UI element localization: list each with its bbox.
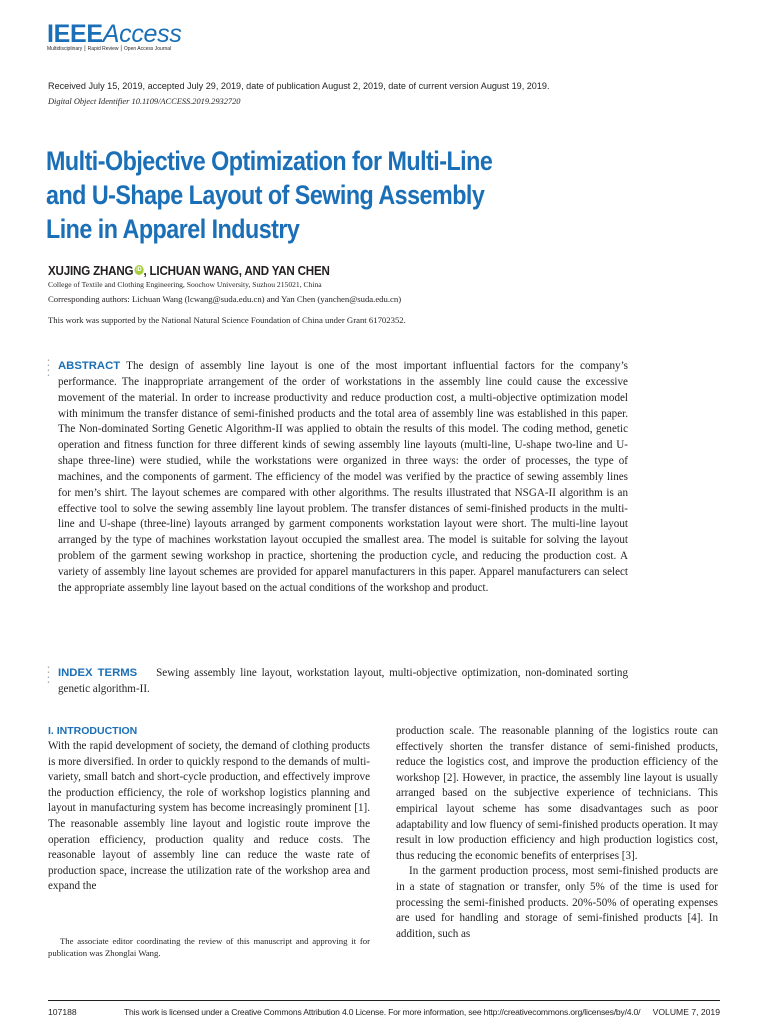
title-line: Line in Apparel Industry [46,214,300,244]
section-dots-icon: • • • • [47,358,50,379]
right-column [396,724,718,942]
author-first: XUJING ZHANG [48,264,134,278]
footer-divider [48,1000,720,1001]
body-paragraph: In the garment production process, most semi-finished products are in a state of stagnation or transfer, only 5% of the time is used for processing the semi-finished products. 20%-50% of operating expenses are used for handling and storage of semi-finished products [4]. In addition, such as [396,865,718,940]
author-list [48,264,330,278]
paper-title [46,144,539,246]
page-number: 107188 [48,1007,77,1017]
publication-dates: Received July 15, 2019, accepted July 29, 2019, date of publication August 2, 2019, date of current version August 19, 2019. [48,81,550,91]
index-terms [58,666,628,698]
section-heading-introduction: I. INTRODUCTION [48,725,138,737]
author-rest: , LICHUAN WANG, AND YAN CHEN [143,264,330,278]
affiliation: College of Textile and Clothing Engineering, Soochow University, Suzhou 215021, China [48,280,322,289]
orcid-icon[interactable]: iD [134,265,143,275]
body-paragraph: production scale. The reasonable planning of the logistics route can effectively shorten the transfer distance of semi-finished products, reduce the logistics cost, and improve the production efficiency of the workshop [2]. However, in practice, the assembly line layout is usually arranged based on the subjective experience of technicians. This empirical layout scheme has some disadvantages such as poor adaptability and low fluency of semi-finished products operation. It may result in low production efficiency and high production logistics cost, thus reducing the economic benefits of enterprises [3]. [396,725,718,862]
left-column [48,739,370,895]
license-notice: This work is licensed under a Creative Commons Attribution 4.0 License. For more information, see http://creativecommons.org/licenses/by/4.0/ [124,1007,641,1017]
body-paragraph: With the rapid development of society, the demand of clothing products is more diversified. In order to quickly respond to the demands of multi-variety, small batch and short-cycle production, and effectively improve the production efficiency, the role of workshop logistics planning and layout in manufacturing system has become increasingly prominent [1]. The reasonable assembly line layout and logistic route improve the operation efficiency, production quality and reduce costs. The reasonable layout of assembly line can reduce the waste rate of production space, increase the utilization rate of the workshop area and expand the [48,740,370,893]
journal-tagline: Multidisciplinary ⎮ Rapid Review ⎮ Open Access Journal [47,46,172,52]
title-line: Multi-Objective Optimization for Multi-Line [46,146,493,176]
editor-footnote: The associate editor coordinating the review of this manuscript and approving it for publication was Zhonglai Wang. [48,936,370,959]
journal-logo: IEEEAccess [47,20,182,48]
title-line: and U-Shape Layout of Sewing Assembly [46,180,485,210]
abstract-text: The design of assembly line layout is one of the most important influential factors for the company’s performance. The inappropriate arrangement of the order of workstations in the assembly line could cause the excessive movement of the material. In order to increase productivity and reduce production cost, a multi-objective optimization model with minimum the transfer distance of semi-finished products and the total area of assembly line was established in this paper. The Non-dominated Sorting Genetic Algorithm-II was applied to obtain the results of this model. The coding method, genetic operation and fitness function for three different kinds of sewing assembly line layouts (multi-line, U-shape two-line and U-shape three-line) were studied, while the workstations were organized in three ways: the order of processes, the type of machines, and the components of garment. The efficiency of the model was verified by the practice of sewing assembly lines for men’s shirt. The layout schemes are compared with other algorithms. The results illustrated that NSGA-II algorithm is an effective tool to solve the sewing assembly line layout problem. The transfer distances of semi-finished products in the multi-line and U-shape (three-line) layouts arranged by garment components workstation layout were short. The multi-line layout arranged by the type of machines workstation layout occupied the smallest area. The model is suitable for solving the layout problem of the garment sewing workshop in practice, shortening the production cycle, and reducing the production cost. A variety of assembly line layout schemes are provided for apparel manufacturers in this paper. Apparel manufacturers can select the appropriate assembly line layout based on the actual conditions of the workshop and product. [58,360,629,594]
index-terms-text: Sewing assembly line layout, workstation layout, multi-objective optimization, non-dominated sorting genetic algorithm-II. [58,667,629,695]
abstract [58,359,628,597]
doi-line: Digital Object Identifier 10.1109/ACCESS.2019.2932720 [48,97,241,106]
funding-note: This work was supported by the National Natural Science Foundation of China under Grant 61702352. [48,315,406,325]
volume-label: VOLUME 7, 2019 [652,1007,720,1017]
section-dots-icon: • • • • [47,665,50,686]
abstract-heading: ABSTRACT [58,360,121,372]
corresponding-authors: Corresponding authors: Lichuan Wang (lcwang@suda.edu.cn) and Yan Chen (yanchen@suda.edu.cn) [48,294,402,304]
index-terms-heading: INDEX TERMS [58,667,138,679]
